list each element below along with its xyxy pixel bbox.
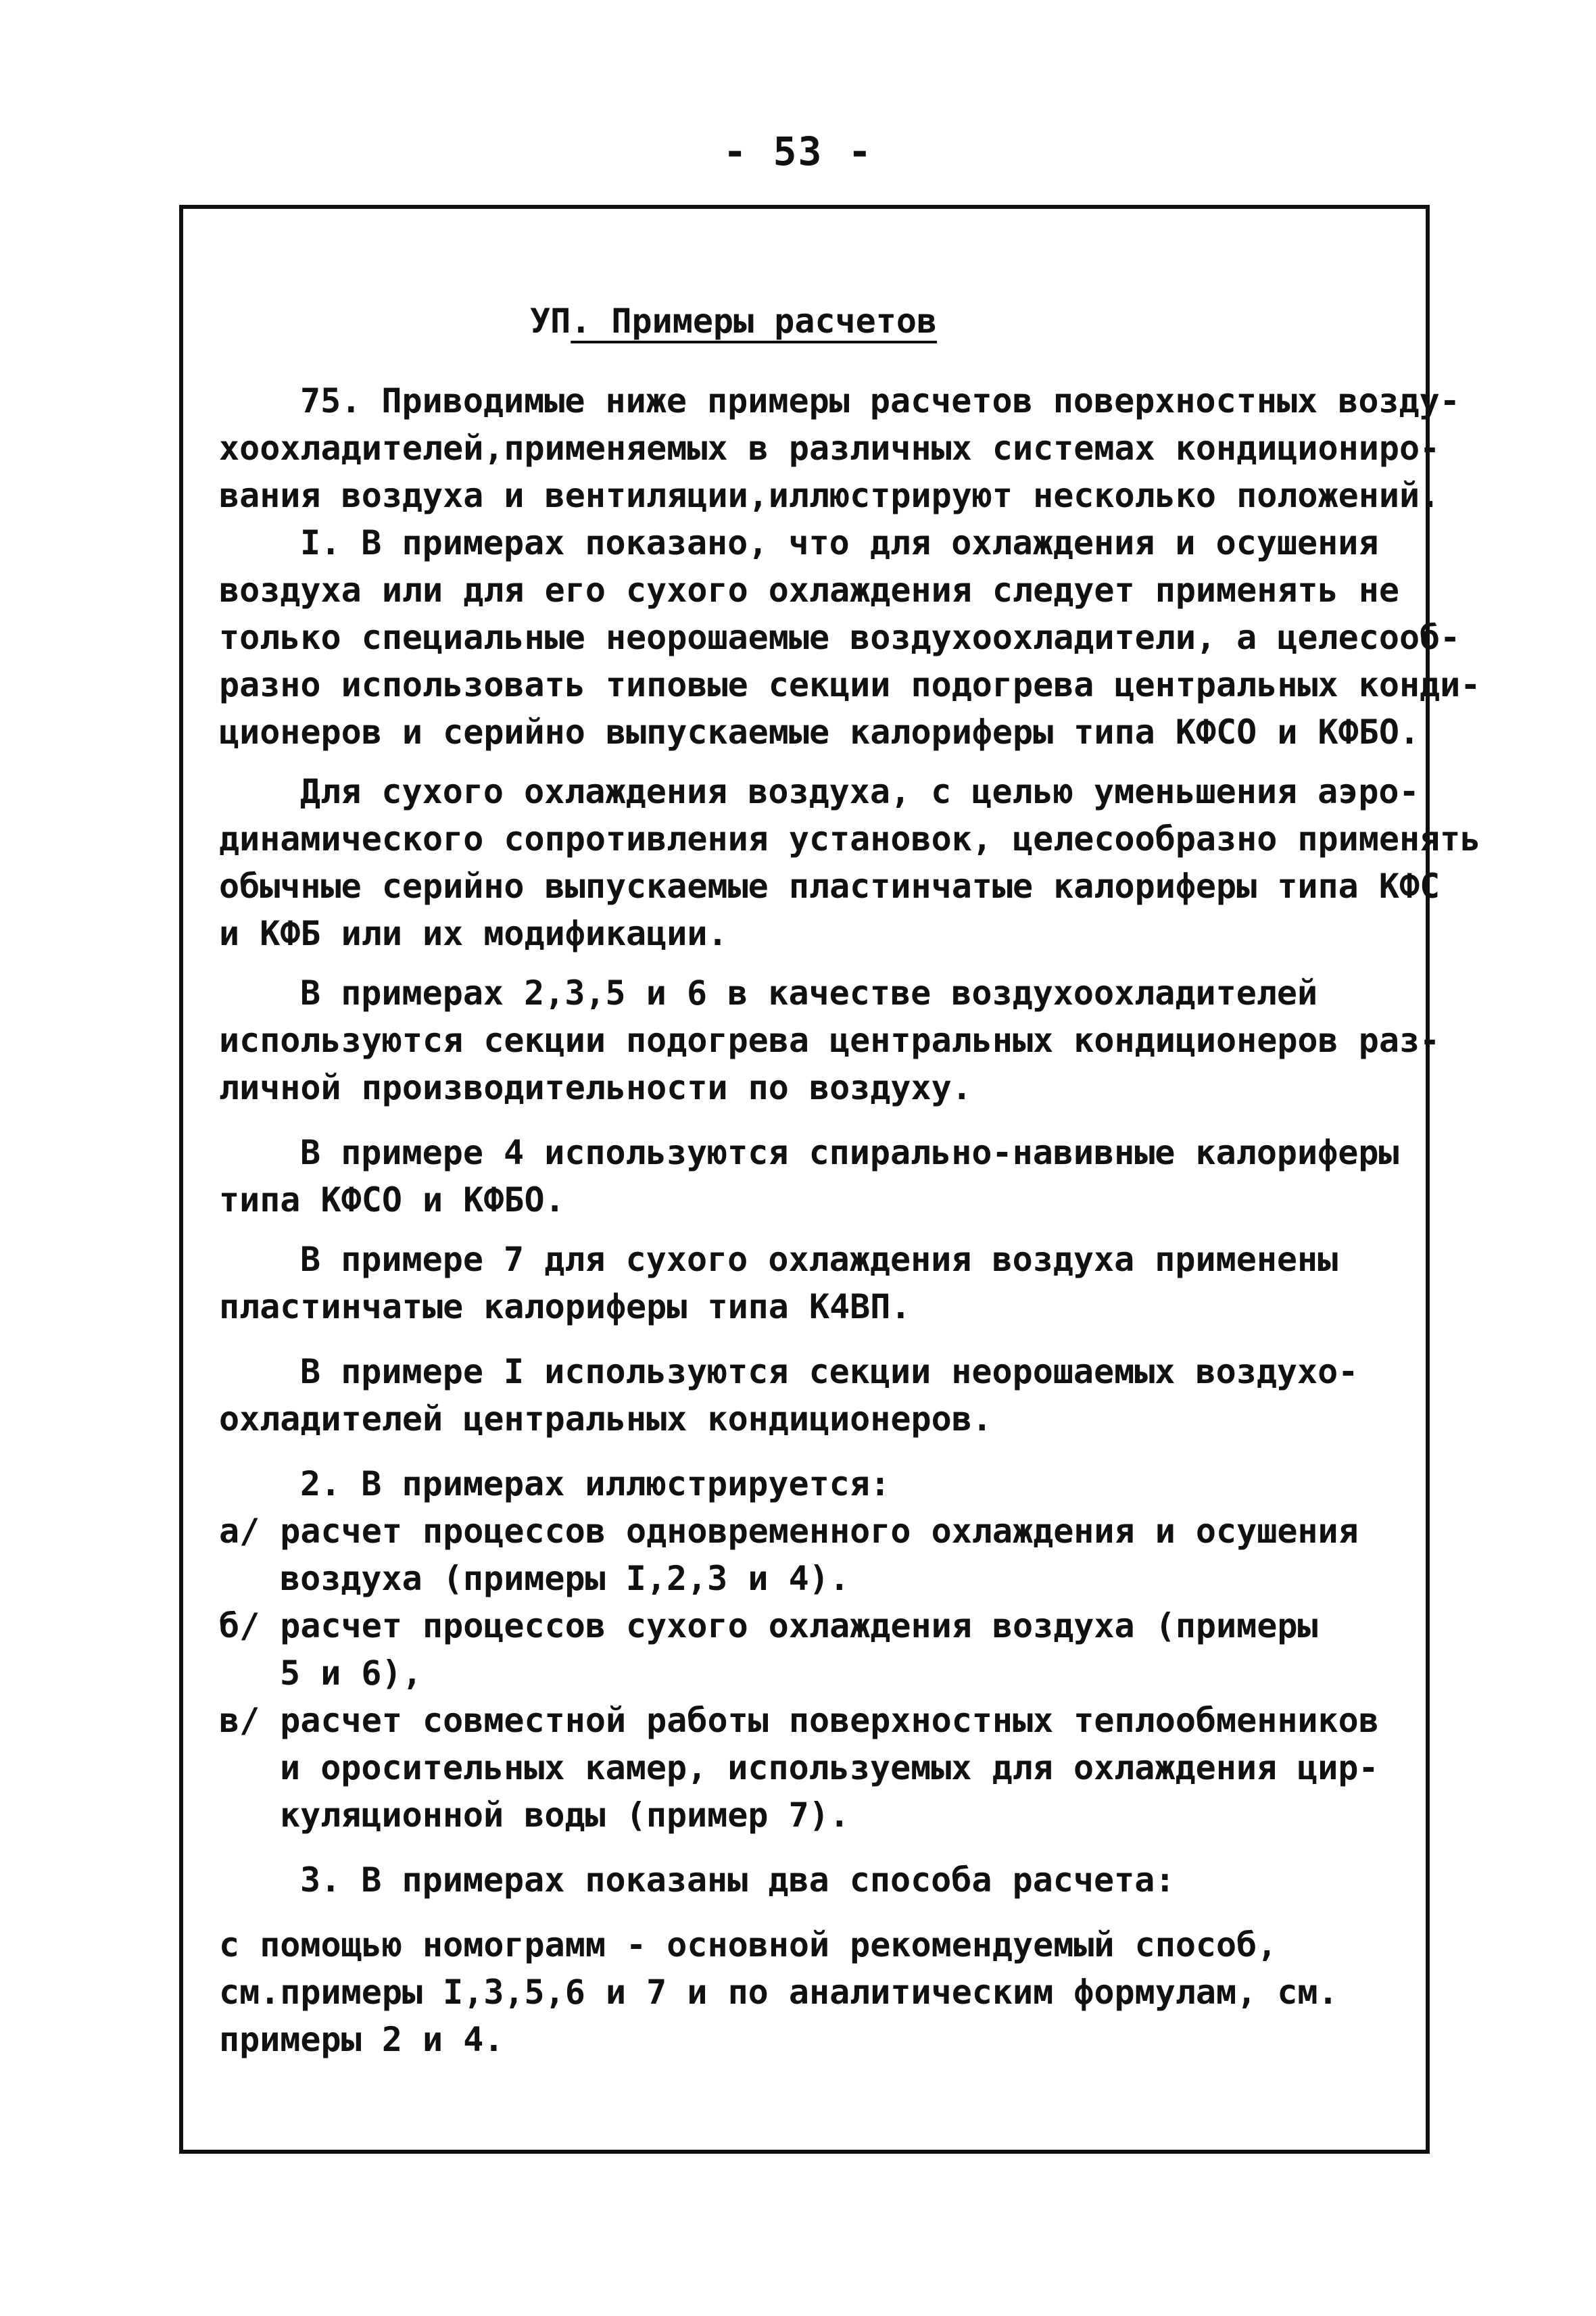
list-item-v	[219, 1697, 1429, 1839]
text-line: В примере 7 для сухого охлаждения воздуха применены	[300, 1240, 1338, 1279]
text-line: б/ расчет процессов сухого охлаждения воздуха (примеры	[219, 1606, 1318, 1645]
text-line: охладителей центральных кондиционеров.	[219, 1399, 992, 1439]
paragraph-point-3	[219, 1856, 1429, 1904]
paragraph-calculation-methods	[219, 1921, 1429, 2063]
text-line: хоохладителей,применяемых в различных системах кондициониро-	[219, 429, 1441, 468]
text-line: обычные серийно выпускаемые пластинчатые калориферы типа КФС	[219, 867, 1441, 906]
text-line: вания воздуха и вентиляции,иллюстрируют несколько положений.	[219, 476, 1441, 515]
text-line: а/ расчет процессов одновременного охлаждения и осушения	[219, 1512, 1359, 1551]
paragraph-dry-cooling	[219, 768, 1481, 957]
list-item-b	[219, 1602, 1429, 1697]
text-line: 2. В примерах иллюстрируется:	[300, 1464, 890, 1503]
text-line: I. В примерах показано, что для охлаждения и осушения	[300, 523, 1379, 562]
paragraph-point-1	[219, 519, 1481, 756]
text-line: личной производительности по воздуху.	[219, 1068, 972, 1107]
text-line: 5 и 6),	[280, 1654, 422, 1693]
text-line: только специальные неорошаемые воздухоохладители, а целесооб-	[219, 618, 1461, 657]
text-line: 75. Приводимые ниже примеры расчетов поверхностных возду-	[300, 381, 1460, 420]
paragraph-example-1	[219, 1348, 1429, 1443]
page-number: - 53 -	[723, 128, 873, 174]
text-line: см.примеры I,3,5,6 и 7 и по аналитическим формулам, см.	[219, 1973, 1338, 2012]
section-heading	[219, 297, 1429, 345]
text-line: воздуха (примеры I,2,3 и 4).	[280, 1559, 850, 1598]
text-line: в/ расчет совместной работы поверхностных теплообменников	[219, 1701, 1379, 1740]
text-line: с помощью номограмм - основной рекомендуемый способ,	[219, 1925, 1278, 1964]
text-line: Для сухого охлаждения воздуха, с целью уменьшения аэро-	[300, 772, 1420, 811]
text-line: используются секции подогрева центральных кондиционеров раз-	[219, 1021, 1441, 1060]
text-line: В примере I используются секции неорошаемых воздухо-	[300, 1352, 1359, 1391]
text-line: воздуха или для его сухого охлаждения следует применять не	[219, 571, 1399, 610]
text-line: В примере 4 используются спирально-навивные калориферы	[300, 1133, 1399, 1172]
section-roman-numeral: УП	[530, 301, 571, 341]
text-line: В примерах 2,3,5 и 6 в качестве воздухоохладителей	[300, 973, 1318, 1013]
document-body	[219, 297, 1481, 2063]
text-line: разно использовать типовые секции подогрева центральных конди-	[219, 665, 1481, 704]
paragraph-examples-2-3-5-6	[219, 969, 1441, 1111]
list-item-a	[219, 1507, 1429, 1602]
text-line: 3. В примерах показаны два способа расчета:	[300, 1860, 1176, 1900]
paragraph-75	[219, 377, 1460, 519]
paragraph-example-4	[219, 1129, 1429, 1224]
text-line: пластинчатые калориферы типа К4ВП.	[219, 1287, 911, 1326]
paragraph-example-7	[219, 1236, 1429, 1330]
text-line: динамического сопротивления установок, целесообразно применять	[219, 819, 1481, 859]
section-title: . Примеры расчетов	[571, 301, 938, 341]
text-line: и оросительных камер, используемых для охлаждения цир-	[280, 1748, 1379, 1787]
text-line: типа КФСО и КФБО.	[219, 1180, 565, 1220]
text-line: примеры 2 и 4.	[219, 2020, 504, 2059]
text-line: ционеров и серийно выпускаемые калориферы типа КФСО и КФБО.	[219, 713, 1420, 752]
paragraph-point-2	[219, 1460, 1429, 1507]
text-line: и КФБ или их модификации.	[219, 914, 728, 953]
text-line: куляционной воды (пример 7).	[280, 1795, 850, 1835]
